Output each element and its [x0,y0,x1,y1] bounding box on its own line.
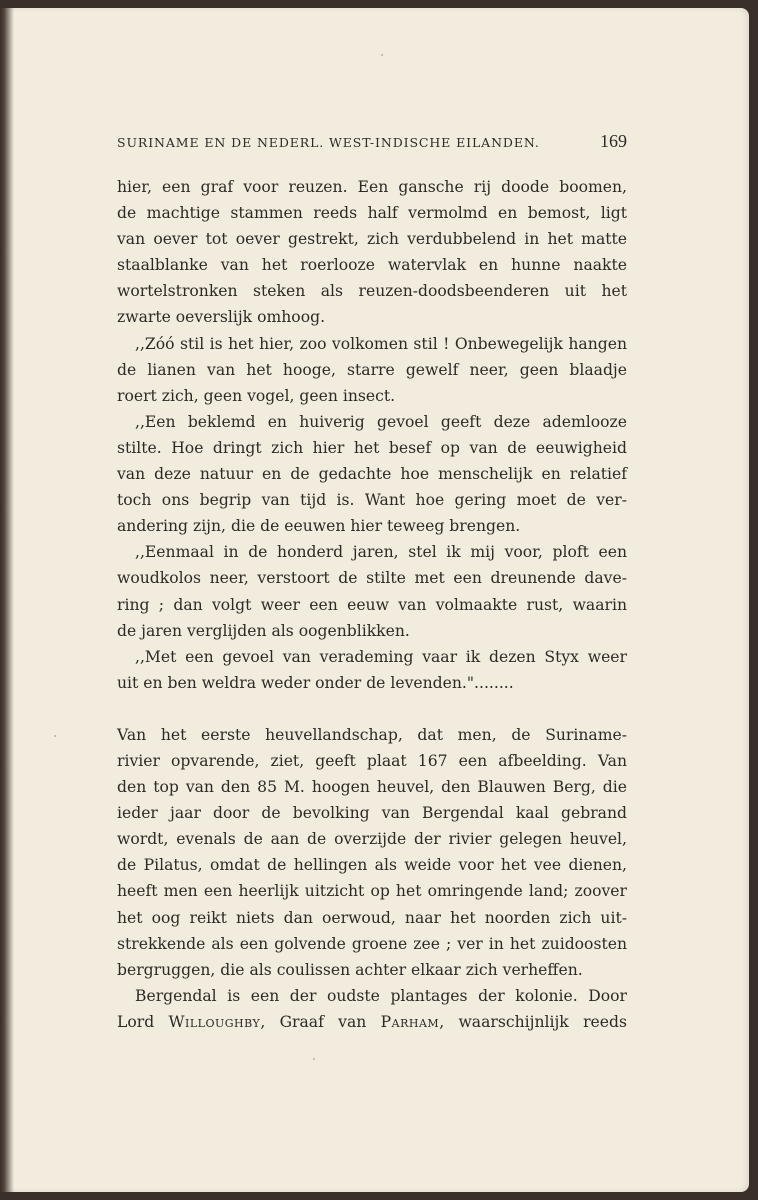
text-line: van deze natuur en de gedachte hoe menschelijk en relatief [117,465,627,484]
text-line: wortelstronken steken als reuzen-doodsbeenderen uit het [117,282,627,301]
person-name: Willoughby [168,1012,261,1031]
text-line: de machtige stammen reeds half vermolmd en bemost, ligt [117,204,627,223]
text-line: heeft men een heerlijk uitzicht op het omringende land; zoover [117,882,627,901]
text-line: ,,Een beklemd en huiverig gevoel geeft deze ademlooze [135,412,627,431]
text-line: ring ; dan volgt weer een eeuw van volmaakte rust, waarin [117,595,627,614]
paper-speck [54,735,56,737]
text-line: ,,Met een gevoel van verademing vaar ik dezen Styx weer [135,647,627,666]
text-line: toch ons begrip van tijd is. Want hoe gering moet de ver- [117,491,627,510]
text-line: andering zijn, die de eeuwen hier teweeg brengen. [117,517,521,536]
text-line: Bergendal is een der oudste plantages der kolonie. Door [135,986,627,1005]
text-line: Van het eerste heuvellandschap, dat men, de Suriname- [117,725,627,744]
text-line: ,,Zóó stil is het hier, zoo volkomen stil ! Onbewegelijk hangen [135,334,627,353]
text-line: ,,Eenmaal in de honderd jaren, stel ik mij voor, ploft een [135,543,627,562]
paper-speck [313,1058,315,1060]
text-line: hier, een graf voor reuzen. Een gansche rij doode boomen, [117,178,627,196]
text-line: uit en ben weldra weder onder de levenden."........ [117,673,514,692]
book-page [0,8,749,1192]
text-line: den top van den 85 M. hoogen heuvel, den Blauwen Berg, die [117,778,627,797]
text-line: de Pilatus, omdat de hellingen als weide voor het vee dienen, [117,856,627,875]
text-line: de jaren verglijden als oogenblikken. [117,621,410,640]
page-number: 169 [600,131,627,151]
text-line: roert zich, geen vogel, geen insect. [117,386,396,405]
text-line: zwarte oeverslijk omhoog. [117,308,326,327]
place-name: Parham [380,1012,440,1031]
text-line: staalblanke van het roerlooze watervlak en hunne naakte [117,256,627,275]
paragraph-gap [117,696,627,722]
text-line: bergruggen, die als coulissen achter elkaar zich verheffen. [117,960,583,979]
running-title: SURINAME EN DE NEDERL. WEST-INDISCHE EILANDEN. [117,135,540,150]
text-line: Lord Willoughby, Graaf van Parham, waarschijnlijk reeds [117,1012,627,1031]
text-line: woudkolos neer, verstoort de stilte met een dreunende dave- [117,569,627,588]
text-line: het oog reikt niets dan oerwoud, naar het noorden zich uit- [117,908,627,927]
running-header [117,131,627,152]
text-line: wordt, evenals de aan de overzijde der rivier gelegen heuvel, [117,830,627,849]
text-line: de lianen van het hooge, starre gewelf neer, geen blaadje [117,360,627,379]
body-text [117,174,627,1035]
text-line: ieder jaar door de bevolking van Bergendal kaal gebrand [117,804,627,823]
text-line: rivier opvarende, ziet, geeft plaat 167 een afbeelding. Van [117,751,627,770]
text-line: van oever tot oever gestrekt, zich verdubbelend in het matte [117,230,627,249]
paper-speck [381,54,383,56]
text-line: strekkende als een golvende groene zee ; ver in het zuidoosten [117,934,627,953]
text-line: stilte. Hoe dringt zich hier het besef op van de eeuwigheid [117,438,627,457]
